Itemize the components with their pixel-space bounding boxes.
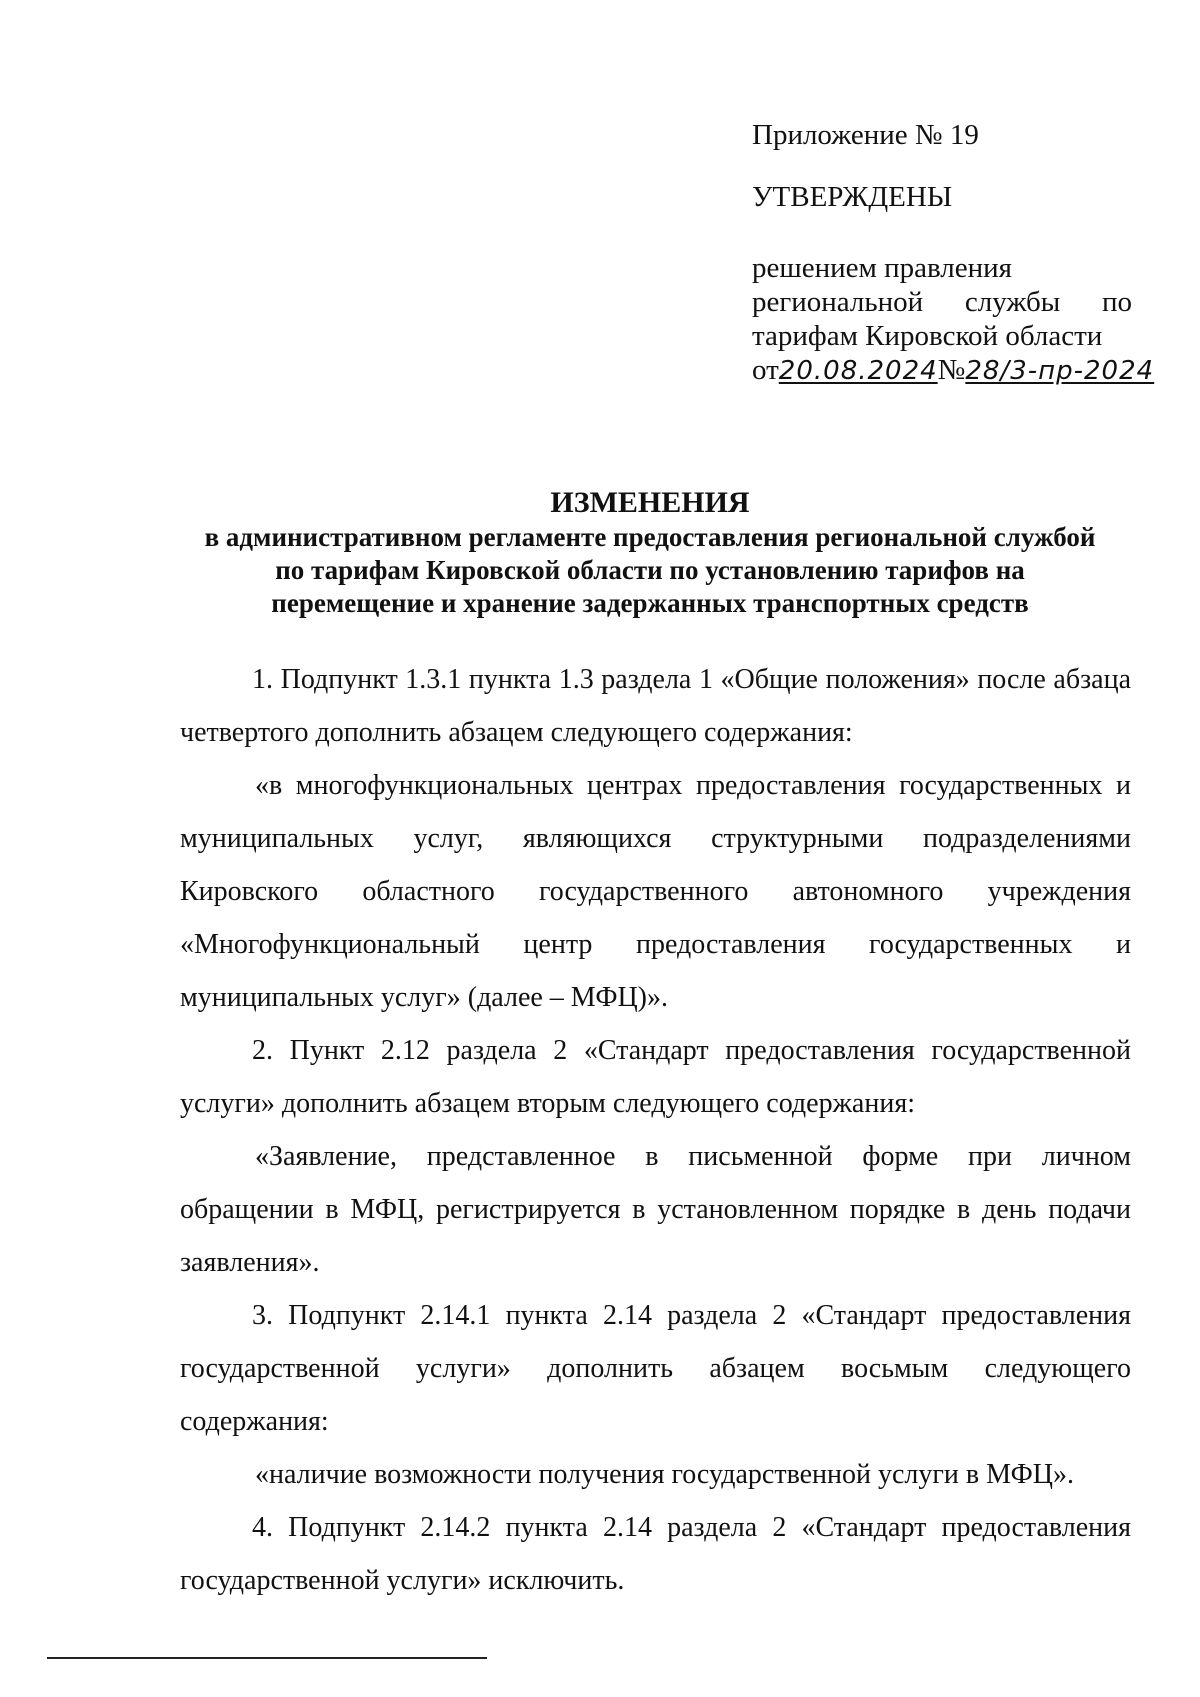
paragraph-3: 2. Пункт 2.12 раздела 2 «Стандарт предоставления государственной услуги» дополнить абзацем вторым следующего содержания:	[180, 1035, 1131, 1119]
paragraph-7: 4. Подпункт 2.14.2 пункта 2.14 раздела 2 «Стандарт предоставления государственной услуги» исключить.	[180, 1512, 1131, 1596]
title-line-1: в административном регламенте предоставления региональной службой	[204, 522, 1096, 552]
document-body	[180, 653, 1131, 1607]
date-prefix: от	[752, 354, 779, 386]
paragraph-4-quote: «Заявление, представленное в письменной форме при личном обращении в МФЦ, регистрируется в установленном порядке в день подачи заявления».	[180, 1141, 1131, 1278]
handwritten-date: 20.08.2024	[778, 356, 938, 386]
approval-line-3: тарифам Кировской области	[752, 320, 1103, 352]
footnote-divider	[47, 1657, 487, 1659]
paragraph-6-quote: «наличие возможности получения государственной услуги в МФЦ».	[255, 1459, 1074, 1490]
approval-line-2: региональной службы по	[752, 286, 1132, 318]
title-line-2: по тарифам Кировской области по установлению тарифов на	[275, 555, 1025, 585]
paragraph-5: 3. Подпункт 2.14.1 пункта 2.14 раздела 2 «Стандарт предоставления государственной услуги» дополнить абзацем восьмым следующего содержания:	[180, 1300, 1131, 1437]
approval-line-1: решением правления	[752, 252, 1013, 284]
document-title	[150, 486, 1150, 620]
paragraph-1: 1. Подпункт 1.3.1 пункта 1.3 раздела 1 «Общие положения» после абзаца четвертого дополнить абзацем следующего содержания:	[180, 664, 1131, 748]
title-line-3: перемещение и хранение задержанных транспортных средств	[271, 588, 1029, 618]
approval-block	[752, 118, 1155, 388]
approval-date-line	[752, 353, 1155, 388]
number-sign: №	[937, 354, 966, 386]
handwritten-number: 28/3-пр-2024	[965, 356, 1155, 386]
title-main: ИЗМЕНЕНИЯ	[550, 486, 750, 519]
approved-label: УТВЕРЖДЕНЫ	[752, 181, 953, 213]
paragraph-2-quote: «в многофункциональных центрах предоставления государственных и муниципальных услуг, являющихся структурными подразделениями Кировского областного государственного автономного учреждения «Многофункциональный центр предоставления государственных и муниципальных услуг» (далее – МФЦ)».	[180, 770, 1131, 1013]
appendix-number: Приложение № 19	[752, 119, 979, 151]
